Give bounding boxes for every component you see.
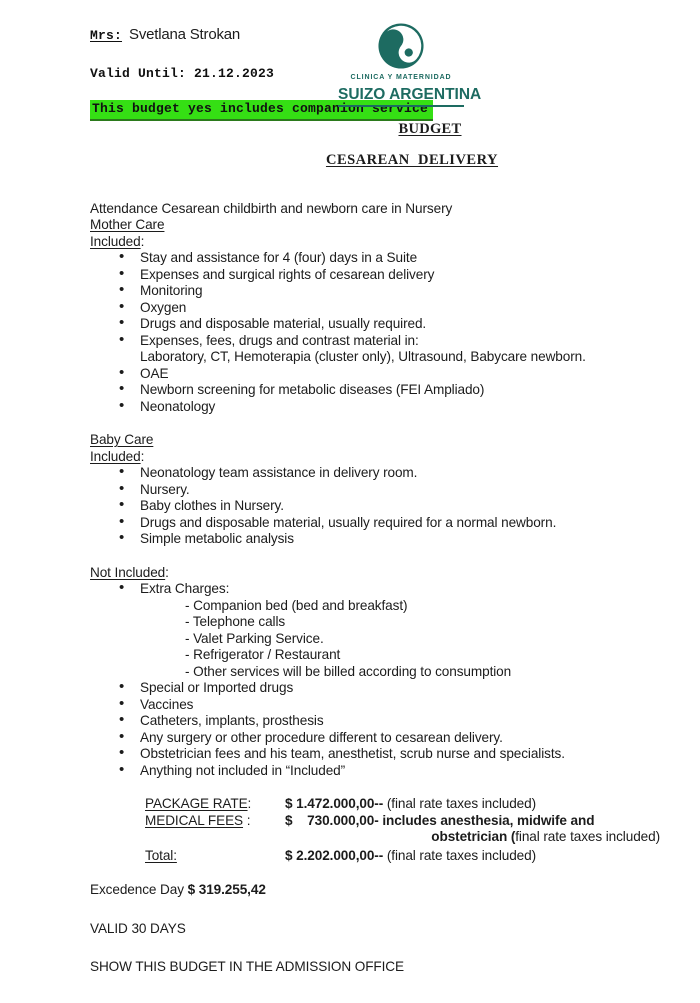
list-item: • Extra Charges: - Companion bed (bed and breakfast) - Telephone calls - Valet Parking Service. - Refrigerator / Restaurant - Other services will be billed according to consumption [140,581,660,680]
mrs-label: Mrs: [90,28,123,43]
medical-fees-label: MEDICAL FEES : [145,812,251,828]
baby-care-heading: Baby Care [90,432,154,447]
clinic-logo [338,23,482,107]
excedence-day-line: Excedence Day $ 319.255,42 [90,882,266,897]
baby-care-list [90,465,660,548]
excedence-amount: $ 319.255,42 [187,882,266,897]
patient-name: Svetlana Strokan [129,26,241,43]
list-item: • Catheters, implants, prosthesis [140,713,660,730]
list-item: • Special or Imported drugs [140,680,660,697]
medical-fees-value: $ 730.000,00- includes anesthesia, midwife and obstetrician (final rate taxes included) [285,812,660,844]
sub-list-item: - Other services will be billed according to consumption [185,663,512,679]
total-row [145,848,660,865]
cesarean-delivery-title: CESAREAN DELIVERY [325,152,499,168]
mother-care-heading: Mother Care [90,217,165,232]
package-rate-row [145,796,660,813]
list-item: • Neonatology team assistance in delivery room. [140,465,660,482]
sub-list-item: - Telephone calls [185,614,286,629]
list-item: • Expenses and surgical rights of cesarean delivery [140,267,660,284]
medical-fees-row [145,813,660,846]
baby-care-section [90,432,660,548]
budget-title: BUDGET [398,120,462,137]
swirl-wave-icon [378,23,424,69]
total-value: $ 2.202.000,00-- (final rate taxes included) [285,847,537,863]
package-rate-label: PACKAGE RATE: [145,796,252,811]
list-item: • Obstetrician fees and his team, anesthetist, scrub nurse and specialists. [140,746,660,763]
list-item: • Expenses, fees, drugs and contrast material in: Laboratory, CT, Hemoterapia (cluster only), Ultrasound, Babycare newborn. [140,333,660,366]
not-included-list [90,581,660,779]
list-item: • Vaccines [140,697,660,714]
list-item: • Newborn screening for metabolic diseases (FEI Ampliado) [140,382,660,399]
admission-office-line: SHOW THIS BUDGET IN THE ADMISSION OFFICE [90,959,404,974]
valid-days-line: VALID 30 DAYS [90,920,186,936]
list-item: • Drugs and disposable material, usually required. [140,316,660,333]
not-included-section [90,565,660,780]
intro-line: Attendance Cesarean childbirth and newborn care in Nursery [90,200,453,216]
clinic-logo-subtitle: CLINICA Y MATERNIDAD [350,74,452,81]
list-item: • Baby clothes in Nursery. [140,498,660,515]
highlight-note-text: This budget yes includes companion service [92,101,429,116]
list-item: • Monitoring [140,283,660,300]
list-item: • Any surgery or other procedure different to cesarean delivery. [140,730,660,747]
list-item: • Oxygen [140,300,660,317]
sub-list-item: - Refrigerator / Restaurant [185,647,341,662]
clinic-logo-title: SUIZO ARGENTINA [338,85,482,103]
mother-care-section [90,217,660,415]
mother-care-included-heading: Included: [90,233,145,249]
list-item: • Simple metabolic analysis [140,531,660,548]
list-item: • Nursery. [140,482,660,499]
list-item: • Stay and assistance for 4 (four) days in a Suite [140,250,660,267]
not-included-heading: Not Included: [90,564,169,580]
list-item: • Neonatology [140,399,660,416]
package-rate-value: $ 1.472.000,00-- (final rate taxes included) [285,796,537,811]
document-header [90,26,660,103]
list-item: • OAE [140,366,660,383]
sub-list-item: - Valet Parking Service. [185,630,324,646]
valid-until-line: Valid Until: 21.12.2023 [90,65,275,81]
list-item-continuation: Laboratory, CT, Hemoterapia (cluster only), Ultrasound, Babycare newborn. [140,349,586,364]
pricing-block [145,796,660,864]
total-label: Total: [145,847,177,863]
mother-care-list [90,250,660,415]
medical-fees-value-continuation: obstetrician (final rate taxes included) [431,829,660,844]
list-item: • Drugs and disposable material, usually required for a normal newborn. [140,515,660,532]
sub-list-item: - Companion bed (bed and breakfast) [185,597,408,613]
list-item: • Anything not included in “Included” [140,763,660,780]
baby-care-included-heading: Included: [90,448,145,464]
